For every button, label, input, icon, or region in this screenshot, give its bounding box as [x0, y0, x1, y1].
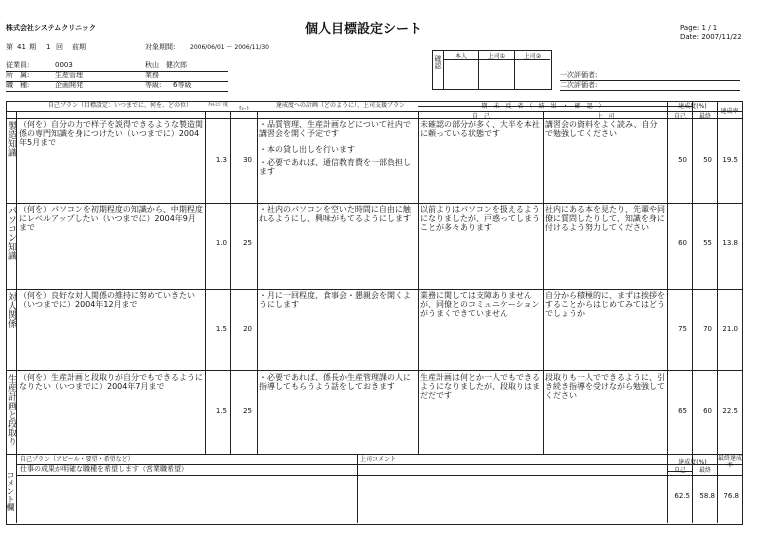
header-challenge: ﾁｬﾚﾝｼﾞ度 [207, 102, 228, 108]
approval-boss1: 上司① [487, 53, 506, 60]
approval-self: 本人 [454, 53, 467, 60]
company-name: 株式会社システムクリニック [6, 24, 96, 32]
row1-boss-review: 講習会の資料をよく読み、自分で勉強してください [545, 120, 658, 138]
first-evaluator-label: 一次評価者: [560, 71, 598, 79]
row2-final-pct: 55 [703, 239, 712, 247]
row2-category: パソコン知識 [6, 206, 16, 260]
term-mid: 回 [56, 43, 63, 51]
row4-self-pct: 65 [678, 407, 687, 415]
header-review-boss: 上 司 [596, 113, 615, 120]
approval-side-label: 確認 [434, 55, 442, 69]
header-weight: ｳｪｰﾄ [238, 106, 249, 112]
row4-challenge: 1.5 [215, 407, 227, 415]
row4-boss-review: 段取りも一人でできるように、引き続き指導を受けながら勉強してください [545, 373, 665, 400]
row1-final-pct: 50 [703, 156, 712, 164]
row3-self-pct: 75 [678, 325, 687, 333]
period-label: 対象期間: [145, 43, 176, 51]
header-action: 達成度への計画（どのように）、上司支援プラン [275, 102, 405, 109]
row1-weight: 30 [243, 156, 252, 164]
page-number: Page: 1 / 1 [680, 24, 718, 32]
header-review-self: 自 己 [471, 113, 490, 120]
row3-boss-review: 自分から積極的に、まずは挨拶をすることからはじめてみてはどうでしょうか [545, 291, 665, 318]
comment-self-short: 自己 [673, 467, 686, 474]
grade-value: 6等級 [173, 81, 192, 89]
job-value: 企画開発 [55, 81, 83, 89]
row3-rate: 21.0 [722, 325, 738, 333]
row2-weight: 25 [243, 239, 252, 247]
comment-final-short: 最終 [698, 467, 711, 474]
period-mid: 期 [29, 43, 36, 51]
row3-category: 対人関係 [6, 292, 16, 328]
comment-rate-value: 76.8 [723, 492, 739, 500]
approval-boss2: 上司② [523, 53, 542, 60]
page-title: 個人目標設定シート [305, 22, 423, 37]
row3-weight: 20 [243, 325, 252, 333]
comment-self-label: 自己プラン（アピール・要望・希望など） [20, 456, 134, 463]
comment-side-label: コメント欄 [6, 471, 15, 511]
header-achieve: 達成度(%) [678, 103, 707, 110]
employee-name: 秋山 健次郎 [145, 61, 187, 69]
period-range: 2006/06/01 〜 2006/11/30 [190, 44, 269, 51]
term-half: 前期 [72, 43, 86, 51]
row3-challenge: 1.5 [215, 325, 227, 333]
row2-challenge: 1.0 [215, 239, 227, 247]
comment-text: 仕事の成果が明確な職種を希望します（営業職希望） [20, 465, 188, 473]
print-date: Date: 2007/11/22 [680, 33, 742, 41]
header-review: 期 末 反 省 （ 結 果 ・ 確 認 ） [481, 103, 605, 110]
row3-final-pct: 70 [703, 325, 712, 333]
row2-boss-review: 社内にある本を見たり、先輩や同僚に質問したりして、知識を身に付けるよう努力してください [545, 205, 665, 232]
header-rate: 達成率 [720, 108, 739, 115]
dept-label: 所 属: [6, 71, 30, 79]
row4-self-review: 生産計画は何とか一人でもできるようになりましたが、段取りはまだだです [420, 373, 540, 400]
period-prefix: 第 [6, 43, 13, 51]
row4-plan: （何を）生産計画と段取りが自分でもできるようになりたい（いつまでに）2004年7月まで [19, 373, 203, 391]
row1-action-2: ・本の貸し出しを行います [259, 145, 355, 154]
row1-rate: 19.5 [722, 156, 738, 164]
row4-final-pct: 60 [703, 407, 712, 415]
row1-plan: （何を）自分の力で样子を説得できるような製造関係の専門知識を身につけたい（いつまでに）2004年5月まで [19, 120, 203, 147]
row4-rate: 22.5 [722, 407, 738, 415]
row3-action-1: ・月に一回程度、食事会・懇親会を開くようにします [259, 291, 411, 309]
row1-challenge: 1.3 [215, 156, 227, 164]
period-number: 41 [17, 43, 26, 51]
row1-category: 製造知識 [6, 121, 16, 157]
row3-self-review: 業務に関しては支障ありませんが、同僚とのコミュニケーションがうまくできていません [420, 291, 540, 318]
header-achieve-final: 最終 [698, 113, 711, 120]
row3-plan: （何を）良好な対人関係の維持に努めていきたい（いつまでに）2004年12月まで [19, 291, 195, 309]
row1-action-3: ・必要であれば、通信教育費を一部負担します [259, 158, 411, 176]
comment-self-value: 62.5 [674, 492, 690, 500]
row2-rate: 13.8 [722, 239, 738, 247]
row2-plan: （何を）パソコンを初期程度の知識から、中期程度にレベルアップしたい（いつまでに）2004年9月まで [19, 205, 203, 232]
term-number: 1 [46, 43, 51, 51]
comment-final-rate-label: 最終達成率 [718, 455, 742, 469]
employee-id: 0003 [55, 61, 73, 69]
row1-self-review: 未確認の部分が多く、大半を本社に頼っている状態です [420, 120, 540, 138]
row2-self-pct: 60 [678, 239, 687, 247]
header-achieve-self: 自己 [673, 113, 686, 120]
header-plan: 自己プラン（目標設定：いつまでに、何を、どの位） [47, 102, 192, 109]
grade-label: 等級: [145, 81, 162, 89]
job-label: 職 種: [6, 81, 30, 89]
dept-value: 生産管理 [55, 71, 83, 79]
row1-action-1: ・品質管理、生産計画などについて社内で講習会を開く予定です [259, 120, 411, 138]
comment-achieve-label: 達成度(%) [678, 459, 707, 466]
dept-sub: 業務 [145, 71, 159, 79]
row4-weight: 25 [243, 407, 252, 415]
employee-id-label: 従業員: [6, 61, 30, 69]
row1-self-pct: 50 [678, 156, 687, 164]
row4-category: 生産計画と段取り [6, 374, 16, 446]
row2-action-1: ・社内のパソコンを空いた時間に自由に触れるようにし、興味がもてるようにします [259, 205, 411, 223]
comment-boss-label: 上司コメント [360, 456, 397, 463]
row4-action-1: ・必要であれば、係長か生産管理課の人に指導してもらうよう話をしておきます [259, 373, 411, 391]
second-evaluator-label: 二次評価者: [560, 81, 598, 89]
row2-self-review: 以前よりはパソコンを扱えるようになりましたが、戸惑ってしまうことが多々あります [420, 205, 540, 232]
comment-final-value: 58.8 [699, 492, 715, 500]
